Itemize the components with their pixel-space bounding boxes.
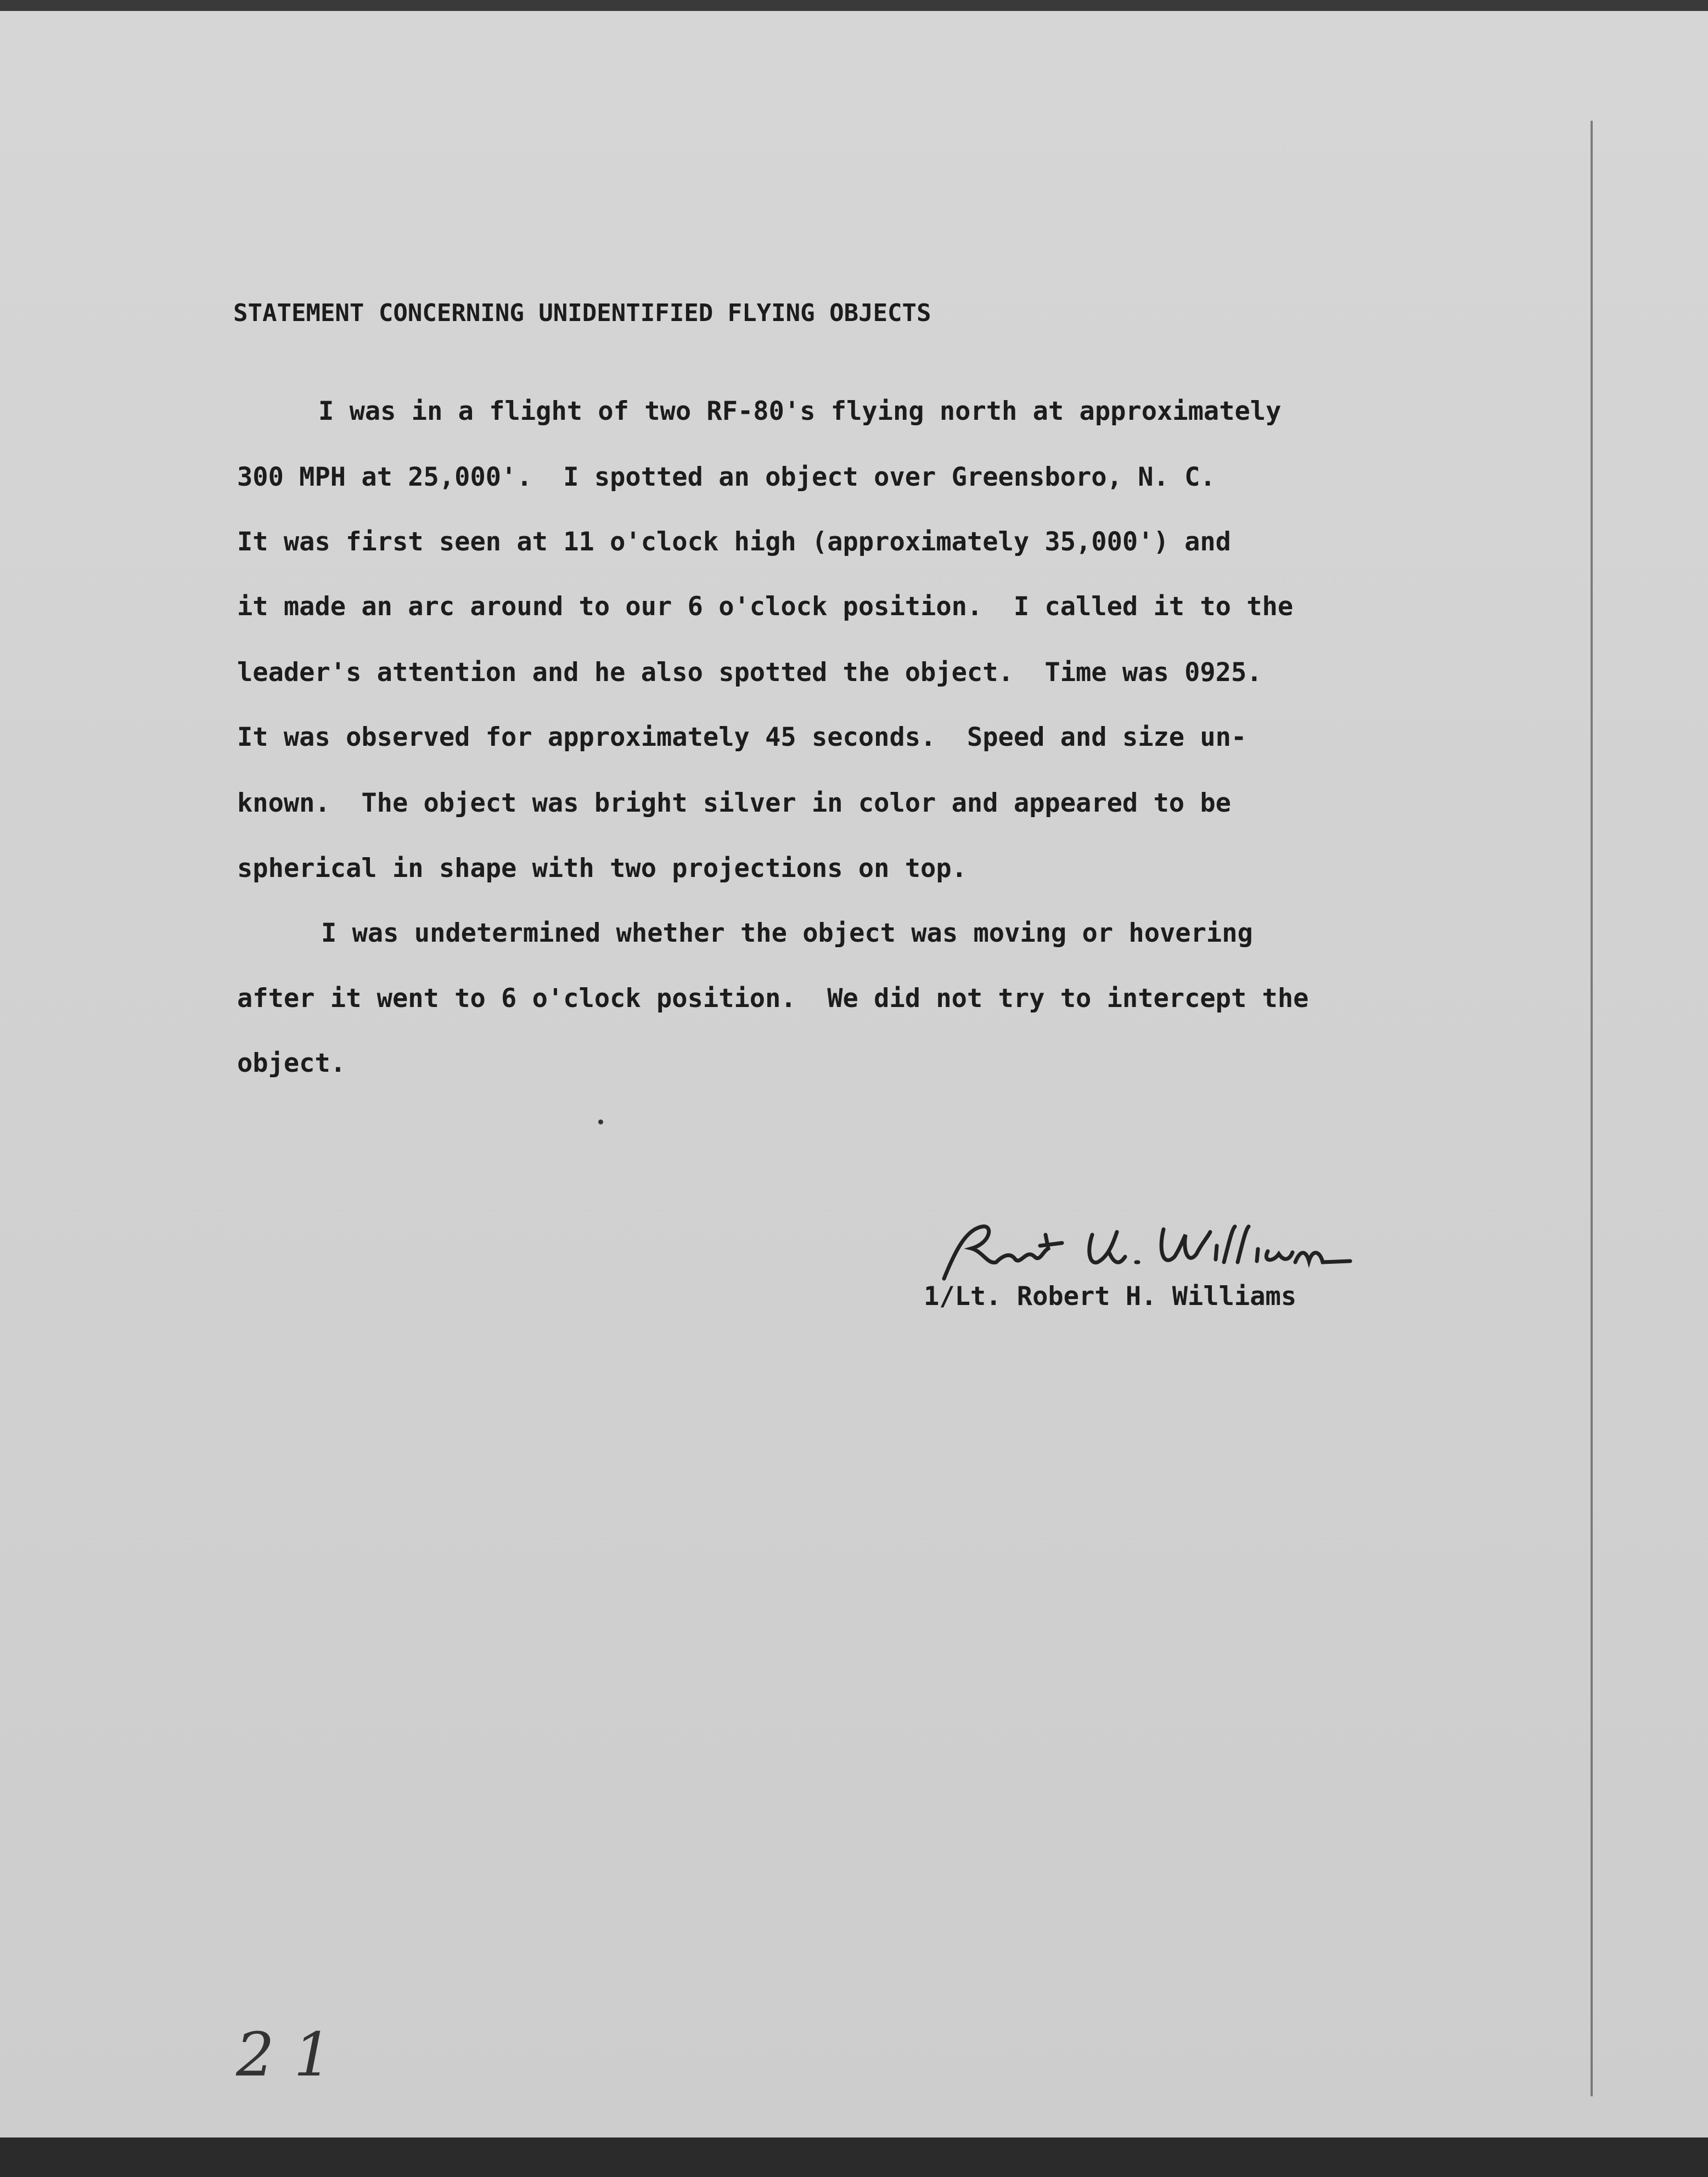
body-line: leader's attention and he also spotted the object. Time was 0925. [237, 657, 1262, 688]
document-title: STATEMENT CONCERNING UNIDENTIFIED FLYING OBJECTS [233, 299, 931, 327]
body-line: it made an arc around to our 6 o'clock position. I called it to the [237, 592, 1294, 622]
body-line: 300 MPH at 25,000'. I spotted an object over Greensboro, N. C. [237, 462, 1216, 492]
body-line: I was undetermined whether the object was moving or hovering [321, 918, 1253, 948]
ink-speck [598, 1120, 603, 1124]
body-line: It was first seen at 11 o'clock high (approximately 35,000') and [237, 527, 1231, 557]
body-line: spherical in shape with two projections on top. [237, 853, 967, 884]
handwritten-page-mark: 2 1 [236, 2020, 332, 2090]
typed-signature-name: 1/Lt. Robert H. Williams [924, 1281, 1297, 1312]
body-line: after it went to 6 o'clock position. We did not try to intercept the [237, 983, 1309, 1014]
scan-bottom-border [0, 2137, 1708, 2177]
body-line: I was in a flight of two RF-80's flying north at approximately [318, 396, 1282, 426]
body-line: It was observed for approximately 45 seconds. Speed and size un- [237, 722, 1247, 752]
handwritten-signature [933, 1218, 1361, 1290]
page-edge-line [1591, 121, 1593, 2096]
body-line: known. The object was bright silver in color and appeared to be [237, 788, 1231, 818]
body-line: object. [237, 1048, 346, 1078]
